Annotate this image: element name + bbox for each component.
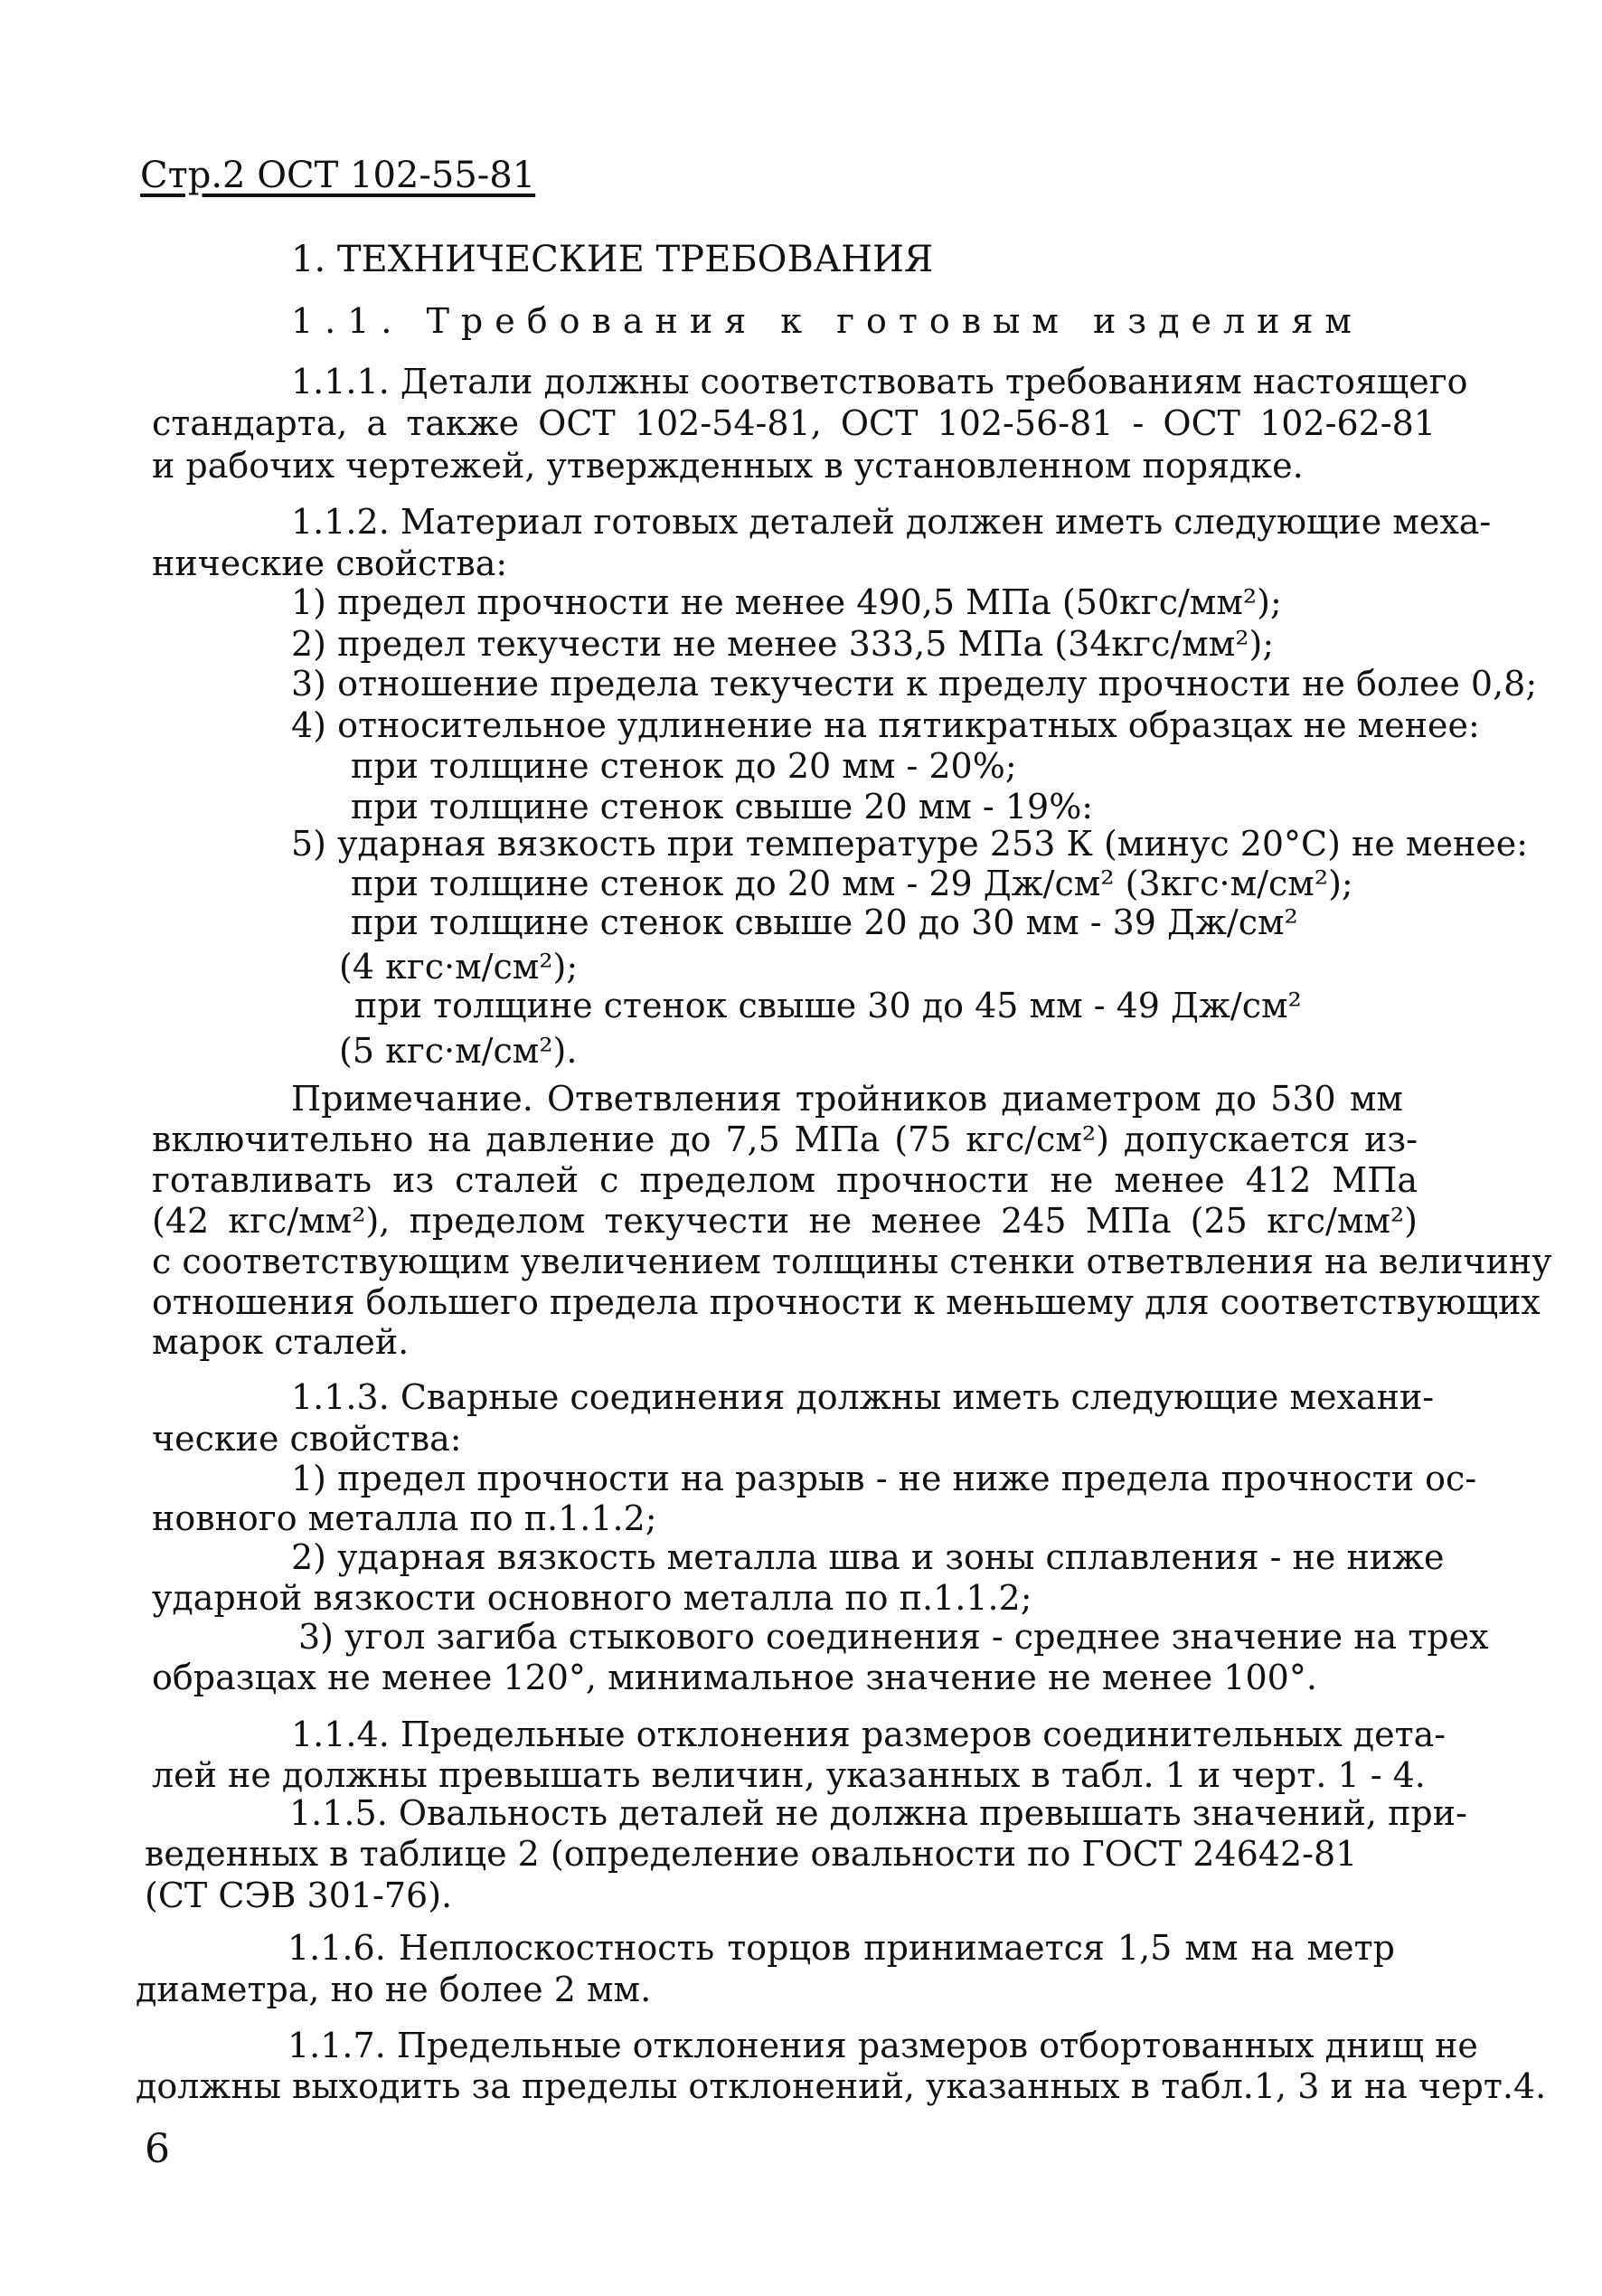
note-line-2: включительно на давление до 7,5 МПа (75 кгс/см²) допускается из- (152, 1120, 1418, 1159)
p116-line-2: диаметра, но не более 2 мм. (136, 1970, 652, 2009)
p113-item-1-cont: новного металла по п.1.1.2; (152, 1498, 657, 1538)
page-header: Стр.2 ОСТ 102-55-81 (140, 155, 536, 196)
p117-line-2: должны выходить за пределы отклонений, указанных в табл.1, 3 и на черт.4. (136, 2066, 1547, 2106)
p113-item-2-cont: ударной вязкости основного металла по п.1.1.2; (152, 1578, 1032, 1618)
p113-item-2: 2) ударная вязкость металла шва и зоны сплавления - не ниже (291, 1537, 1445, 1577)
p111-line-1: 1.1.1. Детали должны соответствовать требованиям настоящего (291, 362, 1468, 402)
p112-item-1: 1) предел прочности не менее 490,5 МПа (50кгс/мм²); (291, 582, 1282, 622)
p113-line-1: 1.1.3. Сварные соединения должны иметь следующие механи- (291, 1377, 1435, 1417)
p112-item-3: 3) отношение предела текучести к пределу прочности не более 0,8; (291, 664, 1538, 704)
note-line-3: готавливать из сталей с пределом прочности не менее 412 МПа (152, 1160, 1418, 1200)
p116-line-1: 1.1.6. Неплоскостность торцов принимается 1,5 мм на метр (287, 1928, 1395, 1968)
p112-item-5: 5) ударная вязкость при температуре 253 К (минус 20°С) не менее: (291, 824, 1529, 864)
p111-line-3: и рабочих чертежей, утвержденных в установленном порядке. (152, 446, 1304, 486)
p114-line-1: 1.1.4. Предельные отклонения размеров соединительных дета- (291, 1715, 1447, 1754)
p117-line-1: 1.1.7. Предельные отклонения размеров отбортованных днищ не (287, 2026, 1478, 2065)
p115-line-1: 1.1.5. Овальность деталей не должна превышать значений, при- (289, 1793, 1467, 1833)
note-line-1: Примечание. Ответвления тройников диаметром до 530 мм (291, 1079, 1403, 1119)
p112-item-5-c: при толщине стенок свыше 30 до 45 мм - 49 Дж/см² (354, 986, 1302, 1025)
p115-line-2: веденных в таблице 2 (определение овальности по ГОСТ 24642-81 (145, 1834, 1358, 1874)
p113-item-3: 3) угол загиба стыкового соединения - среднее значение на трех (298, 1617, 1489, 1657)
note-line-7: марок сталей. (152, 1322, 410, 1362)
p112-item-5-c-cont: (5 кгс·м/см²). (339, 1031, 578, 1071)
p111-line-2: стандарта, а также ОСТ 102-54-81, ОСТ 102-56-81 - ОСТ 102-62-81 (152, 403, 1436, 443)
p112-item-4: 4) относительное удлинение на пятикратных образцах не менее: (291, 705, 1480, 745)
p112-item-4-a: при толщине стенок до 20 мм - 20%; (351, 746, 1017, 786)
section-title: 1. ТЕХНИЧЕСКИЕ ТРЕБОВАНИЯ (291, 239, 934, 280)
p113-item-3-cont: образцах не менее 120°, минимальное значение не менее 100°. (152, 1658, 1317, 1697)
p115-line-3: (СТ СЭВ 301-76). (145, 1876, 453, 1915)
p113-item-1: 1) предел прочности на разрыв - не ниже предела прочности ос- (291, 1459, 1477, 1498)
p112-item-5-b: при толщине стенок свыше 20 до 30 мм - 39 Дж/см² (351, 902, 1298, 942)
p112-line-1: 1.1.2. Материал готовых деталей должен иметь следующие меха- (291, 502, 1492, 542)
p112-item-5-a: при толщине стенок до 20 мм - 29 Дж/см² (3кгс·м/см²); (351, 864, 1353, 903)
page-number: 6 (145, 2126, 170, 2172)
p112-item-5-b-cont: (4 кгс·м/см²); (339, 947, 579, 987)
p112-item-2: 2) предел текучести не менее 333,5 МПа (34кгс/мм²); (291, 624, 1275, 664)
p112-line-2: нические свойства: (152, 543, 508, 583)
note-line-6: отношения большего предела прочности к меньшему для соответствующих (152, 1282, 1541, 1322)
p112-item-4-b: при толщине стенок свыше 20 мм - 19%: (351, 787, 1094, 827)
p113-line-2: ческие свойства: (152, 1419, 462, 1459)
note-line-4: (42 кгс/мм²), пределом текучести не менее 245 МПа (25 кгс/мм²) (152, 1201, 1418, 1241)
p114-line-2: лей не должны превышать величин, указанных в табл. 1 и черт. 1 - 4. (152, 1755, 1426, 1795)
subsection-title: 1.1. Требования к готовым изделиям (291, 301, 1363, 341)
note-line-5: с соответствующим увеличением толщины стенки ответвления на величину (152, 1242, 1552, 1281)
